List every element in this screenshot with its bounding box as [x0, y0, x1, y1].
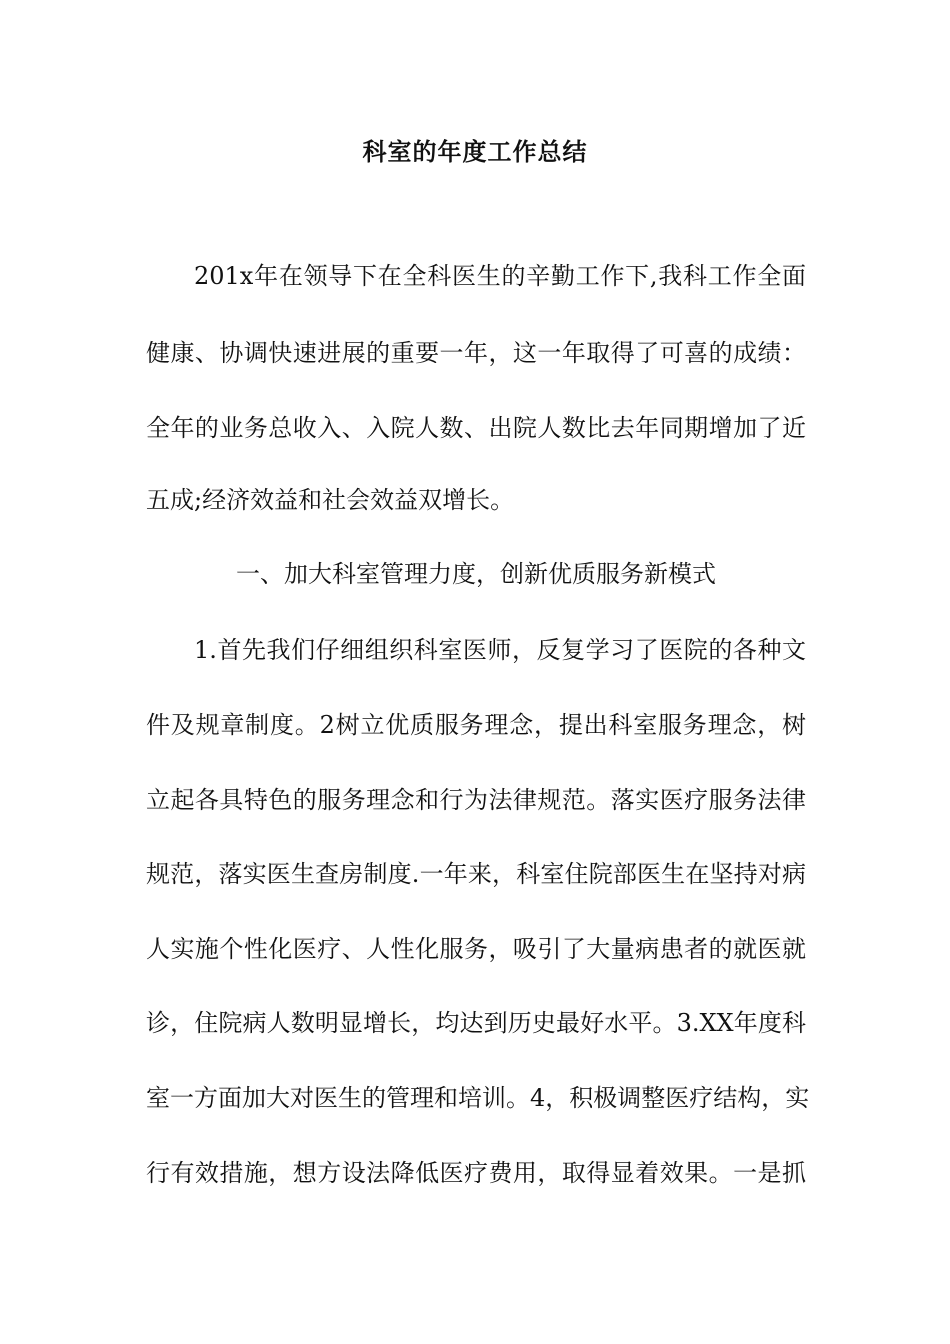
paragraph-line: 五成;经济效益和社会效益双增长。 [146, 486, 515, 514]
section-heading: 一、加大科室管理力度，创新优质服务新模式 [236, 560, 716, 588]
paragraph-line: 健康、协调快速进展的重要一年，这一年取得了可喜的成绩： [146, 339, 806, 367]
paragraph-line: 立起各具特色的服务理念和行为法律规范。落实医疗服务法律 [146, 786, 806, 814]
paragraph-line: 人实施个性化医疗、人性化服务，吸引了大量病患者的就医就 [146, 935, 806, 963]
paragraph-line: 201x年在领导下在全科医生的辛勤工作下,我科工作全面 [194, 262, 806, 290]
paragraph-line: 全年的业务总收入、入院人数、出院人数比去年同期增加了近 [146, 414, 806, 442]
document-title: 科室的年度工作总结 [362, 138, 588, 166]
paragraph-line: 行有效措施，想方设法降低医疗费用，取得显着效果。一是抓 [146, 1159, 806, 1187]
paragraph-line: 规范，落实医生查房制度.一年来，科室住院部医生在坚持对病 [146, 860, 806, 888]
paragraph-line: 室一方面加大对医生的管理和培训。4，积极调整医疗结构，实 [146, 1084, 810, 1112]
paragraph-line: 诊，住院病人数明显增长，均达到历史最好水平。3.XX年度科 [146, 1009, 806, 1037]
paragraph-line: 1.首先我们仔细组织科室医师，反复学习了医院的各种文 [194, 636, 806, 664]
paragraph-line: 件及规章制度。2树立优质服务理念，提出科室服务理念，树 [146, 711, 806, 739]
